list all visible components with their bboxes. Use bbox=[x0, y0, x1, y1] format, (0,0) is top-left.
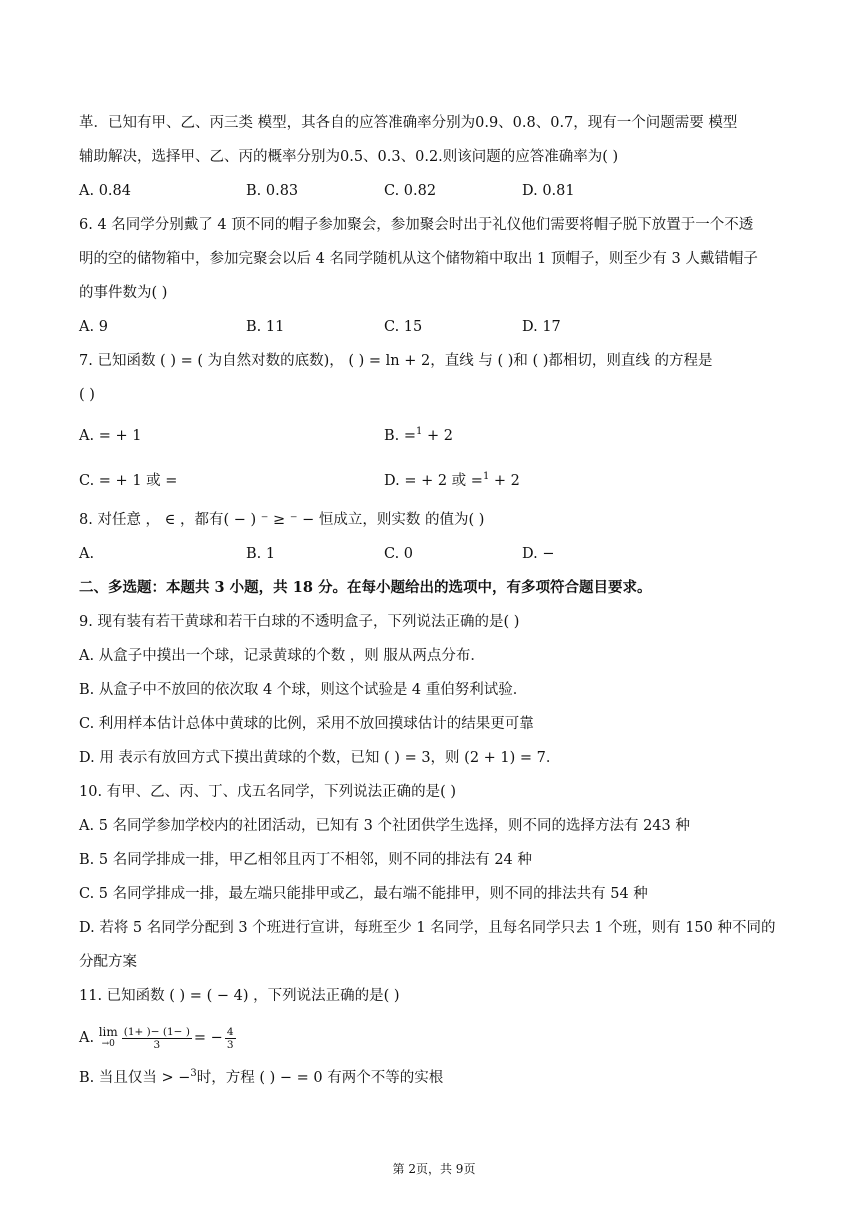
q8-option-b: B. 1 bbox=[246, 546, 276, 562]
q10-option-c: C. 5 名同学排成一排，最左端只能排甲或乙，最右端不能排甲，则不同的排法共有 54 种 bbox=[79, 886, 648, 902]
q7-option-b-tail: + 2 bbox=[422, 428, 453, 444]
q11-option-a-equals: = − bbox=[193, 1030, 223, 1046]
q9-option-b: B. 从盒子中不放回的依次取 4 个球，则这个试验是 4 重伯努利试验． bbox=[79, 682, 528, 698]
q8-line1: 8. 对任意 ， ∈ ，都有( − ) ⁻ ≥ ⁻ − 恒成立，则实数 的值为( ) bbox=[79, 512, 485, 528]
q11-limit-symbol: lim bbox=[98, 1025, 118, 1039]
q7-option-a: A. = + 1 bbox=[79, 428, 142, 444]
q6-line3: 的事件数为( ) bbox=[79, 285, 168, 301]
q6-option-a: A. 9 bbox=[79, 319, 108, 335]
q7-option-d-tail: + 2 bbox=[489, 473, 520, 489]
q11-fraction-denominator: 3 bbox=[153, 1038, 161, 1051]
q11-limit-subscript: →0 bbox=[101, 1039, 115, 1049]
q9-option-d: D. 用 表示有放回方式下摸出黄球的个数，已知 ( ) = 3，则 (2 + 1) = 7． bbox=[79, 750, 561, 766]
q11-option-a-label: A. bbox=[79, 1030, 95, 1046]
q7-option-c: C. = + 1 或 = bbox=[79, 473, 178, 489]
q11-option-b-exponent: 3 bbox=[190, 1068, 197, 1079]
q5-option-b: B. 0.83 bbox=[246, 183, 299, 199]
q6-option-b: B. 11 bbox=[246, 319, 285, 335]
q7-option-d-fraction: 1 bbox=[482, 471, 490, 482]
q8-option-c: C. 0 bbox=[384, 546, 414, 562]
q9-option-c: C. 利用样本估计总体中黄球的比例，采用不放回摸球估计的结果更可靠 bbox=[79, 716, 534, 732]
q7-line1: 7. 已知函数 ( ) = ( 为自然对数的底数)， ( ) = ln + 2，直线 与 ( )和 ( )都相切，则直线 的方程是 bbox=[79, 353, 713, 369]
q11-result-numerator: 4 bbox=[226, 1025, 234, 1038]
q7-option-b-text: B. = bbox=[384, 428, 417, 444]
q7-option-d-text: D. = + 2 或 = bbox=[384, 473, 483, 489]
q11-result-denominator: 3 bbox=[226, 1038, 234, 1051]
q6-option-d: D. 17 bbox=[522, 319, 561, 335]
q5-option-d: D. 0.81 bbox=[522, 183, 575, 199]
q10-option-d-line1: D. 若将 5 名同学分配到 3 个班进行宣讲，每班至少 1 名同学，且每名同学只去 1 个班，则有 150 种不同的 bbox=[79, 920, 776, 936]
q11-option-a-limit bbox=[99, 1026, 118, 1050]
page-footer: 第 2页，共 9页 bbox=[392, 1162, 476, 1176]
q7-option-d bbox=[384, 471, 520, 493]
q9-option-a: A. 从盒子中摸出一个球，记录黄球的个数 ，则 服从两点分布． bbox=[79, 648, 485, 664]
q10-option-a: A. 5 名同学参加学校内的社团活动，已知有 3 个社团供学生选择，则不同的选择方法有 243 种 bbox=[79, 818, 690, 834]
q11-option-b-text: B. 当且仅当 > − bbox=[79, 1070, 191, 1086]
q6-line1: 6. 4 名同学分别戴了 4 顶不同的帽子参加聚会，参加聚会时出于礼仪他们需要将帽子脱下放置于一个不透 bbox=[79, 217, 754, 233]
q7-option-b-fraction: 1 bbox=[416, 426, 423, 437]
q10-option-d-line2: 分配方案 bbox=[79, 954, 137, 970]
q11-option-a-result bbox=[225, 1026, 236, 1051]
q6-line2: 明的空的储物箱中，参加完聚会以后 4 名同学随机从这个储物箱中取出 1 顶帽子，则至少有 3 人戴错帽子 bbox=[79, 251, 758, 267]
q7-option-b bbox=[384, 426, 453, 448]
q5-option-a: A. 0.84 bbox=[79, 183, 131, 199]
q5-option-c: C. 0.82 bbox=[384, 183, 437, 199]
q7-line2: ( ) bbox=[79, 387, 95, 403]
q8-option-a: A. bbox=[79, 546, 95, 562]
q11-option-a bbox=[79, 1024, 808, 1052]
section-heading-multiple-choice: 二、多选题：本题共 3 小题，共 18 分。在每小题给出的选项中，有多项符合题目要求。 bbox=[79, 579, 652, 596]
q11-option-a-fraction bbox=[122, 1026, 192, 1051]
q10-option-b: B. 5 名同学排成一排，甲乙相邻且丙丁不相邻，则不同的排法有 24 种 bbox=[79, 852, 532, 868]
q5-line2: 辅助解决，选择甲、乙、丙的概率分别为0.5、0.3、0.2.则该问题的应答准确率为( ) bbox=[79, 149, 619, 165]
q6-option-c: C. 15 bbox=[384, 319, 423, 335]
q11-line1: 11. 已知函数 ( ) = ( − 4) ，下列说法正确的是( ) bbox=[79, 988, 400, 1004]
q11-option-b-tail: 时，方程 ( ) − = 0 有两个不等的实根 bbox=[196, 1070, 444, 1086]
q10-line1: 10. 有甲、乙、丙、丁、戊五名同学，下列说法正确的是( ) bbox=[79, 784, 457, 800]
q8-option-d: D. − bbox=[522, 546, 555, 562]
q11-fraction-numerator: (1+ )− (1− ) bbox=[123, 1025, 190, 1038]
q9-line1: 9. 现有装有若干黄球和若干白球的不透明盒子，下列说法正确的是( ) bbox=[79, 614, 520, 630]
q11-option-b bbox=[79, 1068, 808, 1090]
q5-line1: 革．已知有甲、乙、丙三类 模型，其各自的应答准确率分别为0.9、0.8、0.7，现有一个问题需要 模型 bbox=[79, 115, 738, 131]
